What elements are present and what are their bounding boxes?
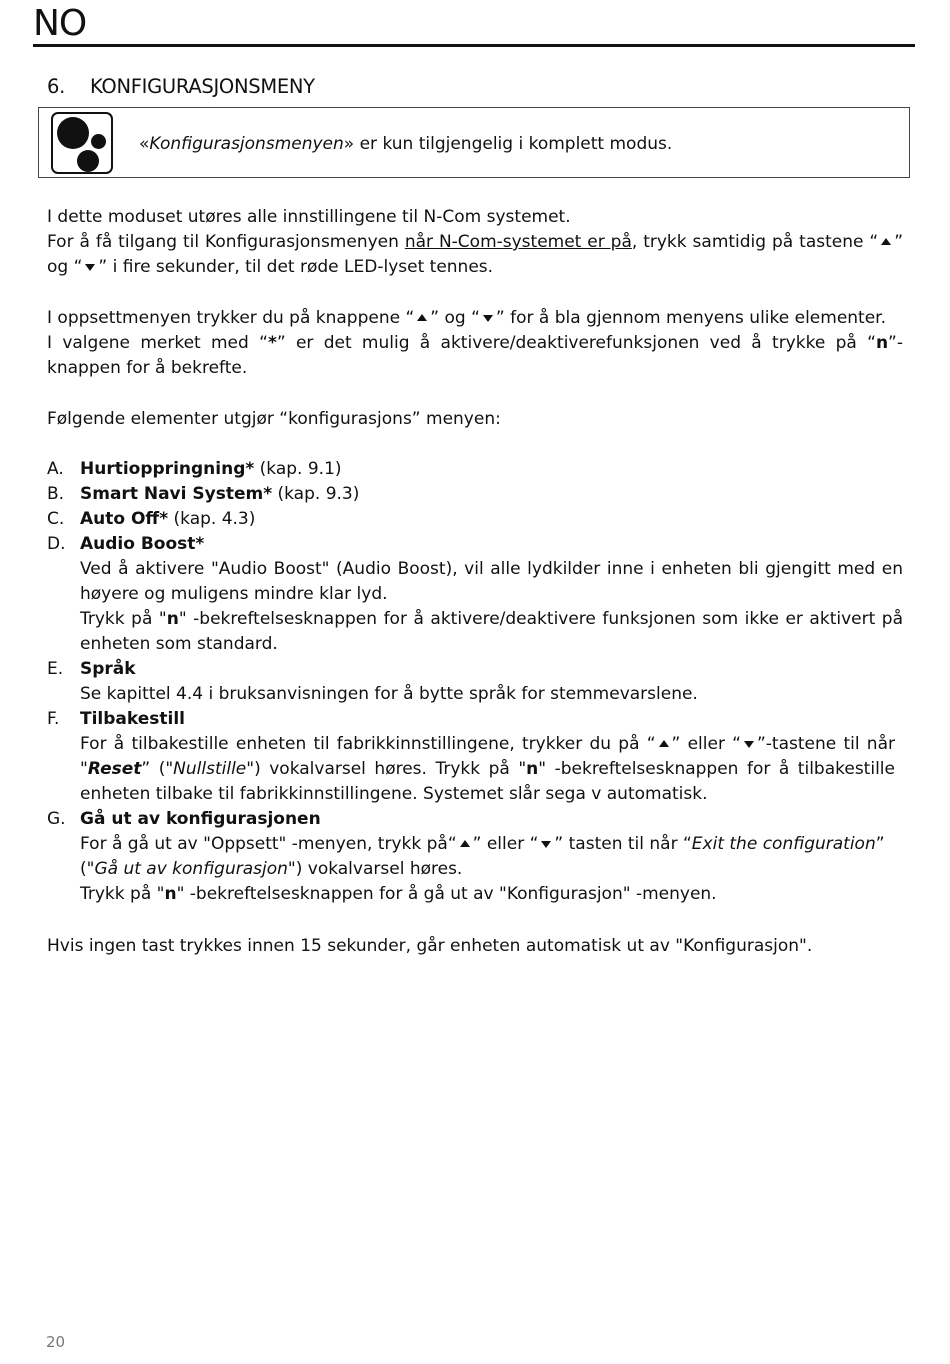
list-item: A. Hurtioppringning* (kap. 9.1) [47,459,342,479]
timeout-paragraph: Hvis ingen tast trykkes innen 15 sekunder, går enheten automatisk ut av "Konfigurasjon". [47,936,813,956]
list-item: E. Språk Se kapittel 4.4 i bruksanvisningen for å bytte språk for stemmevarslene. [47,659,698,704]
down-arrow-icon [744,741,754,748]
section-title: KONFIGURASJONSMENY [90,75,315,98]
list-item: F. Tilbakestill For å tilbakestille enheten til fabrikkinnstillingene, trykker du på “ ” eller “ ”-tastene til når "Reset” ("Nullstille") vokalvarsel høres. Trykk på "n" -bekreftelsesknappen for å tilbakestille enheten tilbake til fabrikkinnstillingene. Systemet slår sega v automatisk. [47,709,895,804]
list-item: G. Gå ut av konfigurasjonen For å gå ut av "Oppsett" -menyen, trykk på“ ” eller “ ” tasten til når “Exit the configuration” ("Gå ut av konfigurasjon") vokalvarsel høres. Trykk på "n" -bekreftelsesknappen for å gå ut av "Konfigurasjon" -menyen. [47,809,885,904]
language-code: NO [33,3,87,44]
header-rule [33,44,915,47]
down-arrow-icon [85,264,95,271]
setup-paragraph: I oppsettmenyen trykker du på knappene “ ” og “ ” for å bla gjennom menyens ulike elementer. I valgene merket med “*” er det mulig å aktivere/deaktiverefunksjonen ved å trykke på “n”-knappen for å bekrefte. [47,308,903,378]
list-item: C. Auto Off* (kap. 4.3) [47,509,256,529]
down-arrow-icon [483,315,493,322]
note-box [38,107,910,178]
page-number: 20 [46,1333,66,1351]
up-arrow-icon [881,238,891,245]
up-arrow-icon [417,314,427,321]
list-item: D. Audio Boost* Ved å aktivere "Audio Boost" (Audio Boost), vil alle lydkilder inne i enheten bli gjengitt med en høyere og muligens mindre klar lyd. Trykk på "n" -bekreftelsesknappen for å aktivere/deaktivere funksjonen som ikke er aktivert på enheten som standard. [47,534,903,654]
list-item: B. Smart Navi System* (kap. 9.3) [47,484,360,504]
note-text: «Konfigurasjonsmenyen» er kun tilgjengelig i komplett modus. [139,134,673,154]
up-arrow-icon [460,840,470,847]
up-arrow-icon [659,740,669,747]
down-arrow-icon [541,841,551,848]
section-heading [47,74,315,100]
section-number: 6. [47,75,66,98]
intro-paragraph: I dette moduset utøres alle innstillingene til N-Com systemet. For å få tilgang til Konfigurasjonsmenyen når N-Com-systemet er på, trykk samtidig på tastene “ ” og “ ” i fire sekunder, til det røde LED-lyset tennes. [47,207,903,277]
config-menu-list [47,457,903,907]
complete-mode-icon [51,112,113,174]
following-paragraph: Følgende elementer utgjør “konfigurasjons” menyen: [47,409,501,429]
